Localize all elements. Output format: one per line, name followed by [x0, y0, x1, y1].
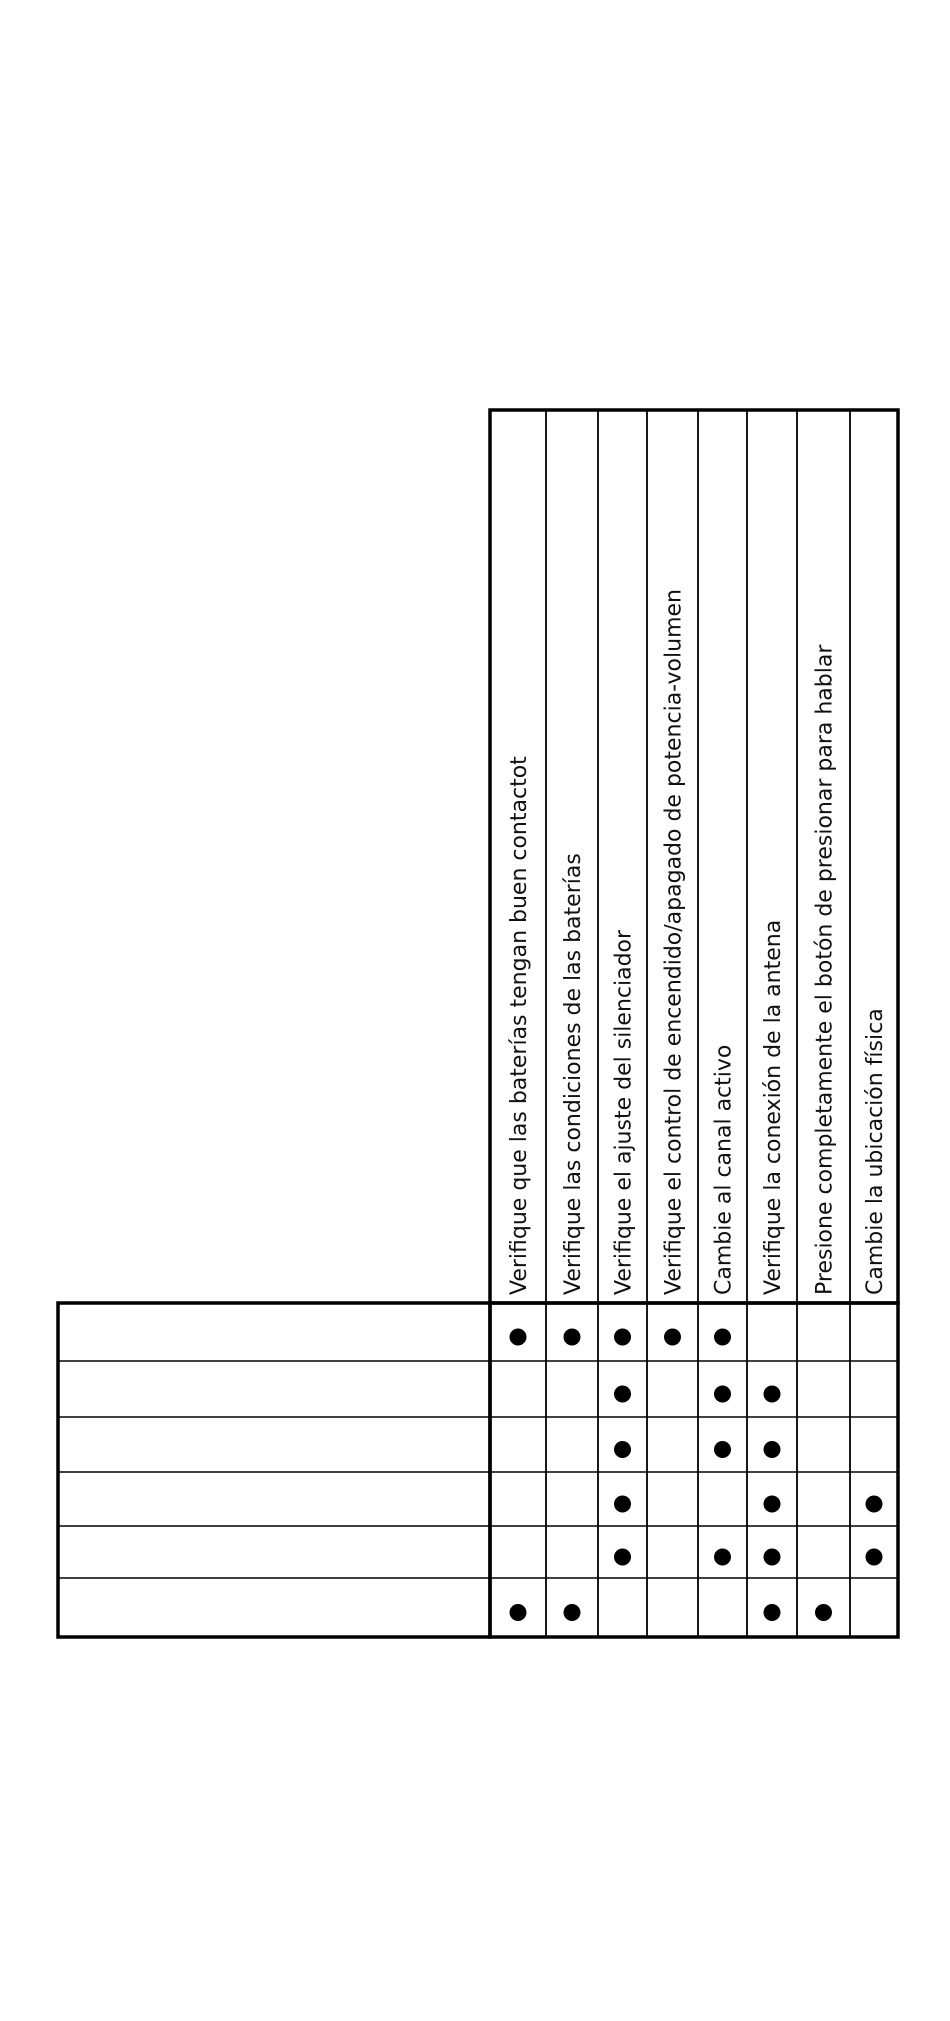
- check-dot-r2-c3: [614, 1386, 631, 1403]
- remedy-header-1: Verifique que las baterías tengan buen contactot: [507, 756, 532, 1295]
- problem-column-frame: [58, 1303, 490, 1637]
- check-dot-r4-c3: [614, 1496, 631, 1513]
- check-dot-r5-c8: [866, 1549, 883, 1566]
- check-dot-r1-c5: [714, 1329, 731, 1346]
- check-dot-r5-c6: [764, 1549, 781, 1566]
- check-dot-r3-c6: [764, 1441, 781, 1458]
- check-dot-r3-c3: [614, 1441, 631, 1458]
- remedy-header-3: Verifique el ajuste del silenciador: [611, 929, 637, 1295]
- check-dot-r3-c5: [714, 1441, 731, 1458]
- grid-frame: [490, 1303, 898, 1637]
- check-dot-r1-c2: [564, 1329, 581, 1346]
- remedy-header-6: Verifique la conexión de la antena: [761, 919, 786, 1295]
- check-dot-r6-c1: [510, 1604, 527, 1621]
- check-dot-r1-c4: [664, 1329, 681, 1346]
- check-dot-r6-c2: [564, 1604, 581, 1621]
- check-dot-r5-c3: [614, 1549, 631, 1566]
- remedy-header-4: Verifique el control de encendido/apagado de potencia-volumen: [661, 589, 687, 1295]
- check-dot-r2-c6: [764, 1386, 781, 1403]
- check-dot-r1-c3: [614, 1329, 631, 1346]
- check-dot-r4-c6: [764, 1496, 781, 1513]
- check-dot-r4-c8: [866, 1496, 883, 1513]
- remedy-header-8: Cambie la ubicación física: [863, 1008, 888, 1295]
- check-dot-r6-c7: [815, 1604, 832, 1621]
- check-dot-r5-c5: [714, 1549, 731, 1566]
- remedy-header-7: Presione completamente el botón de presionar para hablar: [812, 644, 838, 1295]
- check-dot-r1-c1: [510, 1329, 527, 1346]
- remedy-header-5: Cambie al canal activo: [711, 1044, 737, 1295]
- remedy-header-2: Verifique las condiciones de las baterías: [561, 853, 586, 1295]
- check-dot-r6-c6: [764, 1604, 781, 1621]
- check-dot-r2-c5: [714, 1386, 731, 1403]
